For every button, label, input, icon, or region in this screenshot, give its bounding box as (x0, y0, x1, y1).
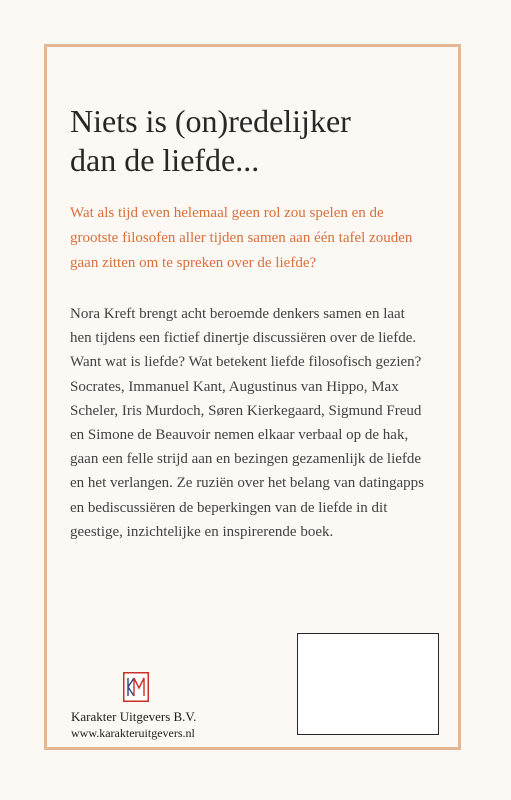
publisher-name: Karakter Uitgevers B.V. (71, 709, 197, 724)
body-line: Scheler, Iris Murdoch, Søren Kierkegaard, Sigmund Freud (70, 402, 422, 419)
body-line: geestige, inzichtelijke en inspirerende boek. (70, 523, 334, 540)
body-line: gaan een felle strijd aan en bezingen gezamenlijk de liefde (70, 451, 422, 468)
body-line: en bediscussiëren de beperkingen van de liefde in dit (70, 499, 388, 516)
body-line: hen tijdens een fictief dinertje discussiëren over de liefde. (70, 330, 417, 347)
body-line: en het verlangen. Ze ruziën over het belang van datingapps (70, 475, 425, 492)
barcode-placeholder (297, 633, 439, 735)
body-line: Socrates, Immanuel Kant, Augustinus van Hippo, Max (70, 378, 399, 395)
intro-paragraph (70, 201, 455, 276)
body-line: Want wat is liefde? Wat betekent liefde filosofisch gezien? (70, 354, 422, 371)
body-line: Nora Kreft brengt acht beroemde denkers samen en laat (70, 306, 405, 322)
publisher-logo-icon (123, 672, 149, 702)
body-line: en Simone de Beauvoir nemen elkaar verbaal op de hak, (70, 427, 409, 444)
headline-line: dan de liefde... (70, 142, 260, 178)
publisher-website: www.karakteruitgevers.nl (71, 726, 195, 740)
intro-line: grootste filosofen aller tijden samen aan één tafel zouden (70, 230, 413, 246)
intro-line: Wat als tijd even helemaal geen rol zou spelen en de (70, 205, 384, 221)
description-paragraph (70, 302, 455, 544)
intro-line: gaan zitten om te spreken over de liefde? (70, 255, 317, 271)
headline (70, 102, 351, 180)
headline-line: Niets is (on)redelijker (70, 103, 351, 139)
